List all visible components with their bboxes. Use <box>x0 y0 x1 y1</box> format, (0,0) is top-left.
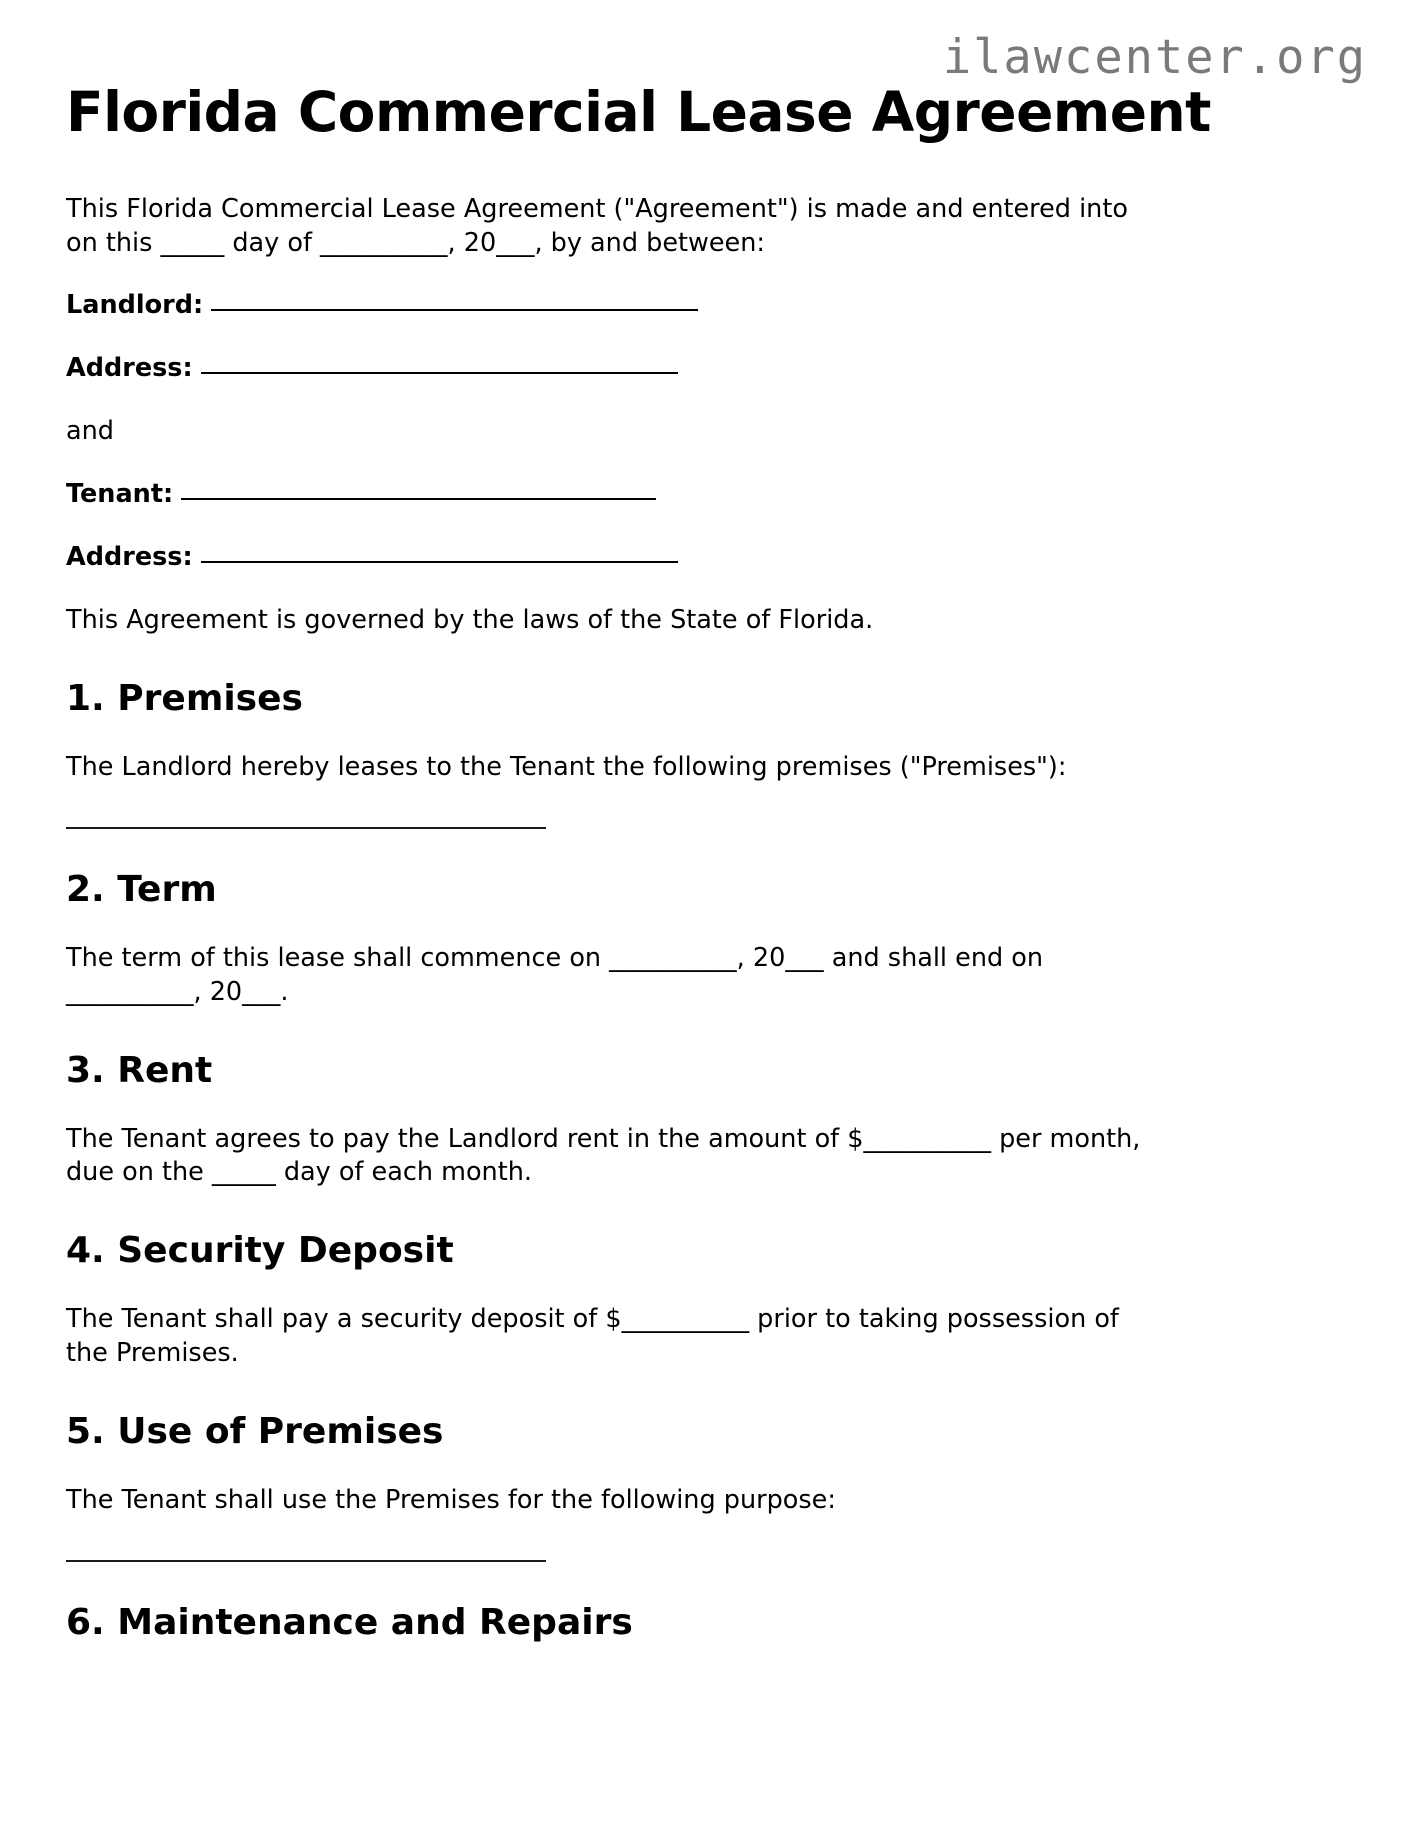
landlord-address-input-blank[interactable] <box>201 352 678 374</box>
conjunction-and: and <box>66 416 114 447</box>
section-body-premises: The Landlord hereby leases to the Tenant the following premises ("Premises"): <box>66 751 1067 782</box>
landlord-address-field-row <box>66 352 1345 386</box>
tenant-input-blank[interactable] <box>181 478 656 500</box>
tenant-address-field-row <box>66 541 1345 575</box>
section-body-use-of-premises: The Tenant shall use the Premises for the following purpose: <box>66 1485 836 1516</box>
section-heading-security-deposit: 4. Security Deposit <box>66 1230 454 1272</box>
section-heading-premises: 1. Premises <box>66 677 303 719</box>
tenant-label: Tenant: <box>66 479 174 510</box>
landlord-field-row <box>66 289 1345 323</box>
landlord-input-blank[interactable] <box>211 289 698 311</box>
page-title: Florida Commercial Lease Agreement <box>66 80 1211 144</box>
section-body-term: The term of this lease shall commence on __________, 20___ and shall end on __________, 20___. <box>66 942 1044 1007</box>
landlord-address-label: Address: <box>66 353 193 384</box>
section-body-security-deposit: The Tenant shall pay a security deposit of $__________ prior to taking possession of the Premises. <box>66 1304 1119 1369</box>
section-heading-term: 2. Term <box>66 868 217 910</box>
section-heading-use-of-premises: 5. Use of Premises <box>66 1411 444 1453</box>
tenant-address-input-blank[interactable] <box>201 541 678 563</box>
site-watermark: ilawcenter.org <box>942 30 1367 85</box>
intro-paragraph: This Florida Commercial Lease Agreement ("Agreement") is made and entered into on this _____ day of __________, 20___, by and between: <box>66 193 1128 258</box>
section-heading-maintenance-and-repairs: 6. Maintenance and Repairs <box>66 1602 633 1644</box>
landlord-label: Landlord: <box>66 290 204 321</box>
governing-law-paragraph: This Agreement is governed by the laws of the State of Florida. <box>66 604 874 635</box>
tenant-address-label: Address: <box>66 542 193 573</box>
section-body-rent: The Tenant agrees to pay the Landlord rent in the amount of $__________ per month, due on the _____ day of each month. <box>66 1123 1141 1188</box>
section-heading-rent: 3. Rent <box>66 1049 213 1091</box>
tenant-field-row <box>66 478 1345 512</box>
